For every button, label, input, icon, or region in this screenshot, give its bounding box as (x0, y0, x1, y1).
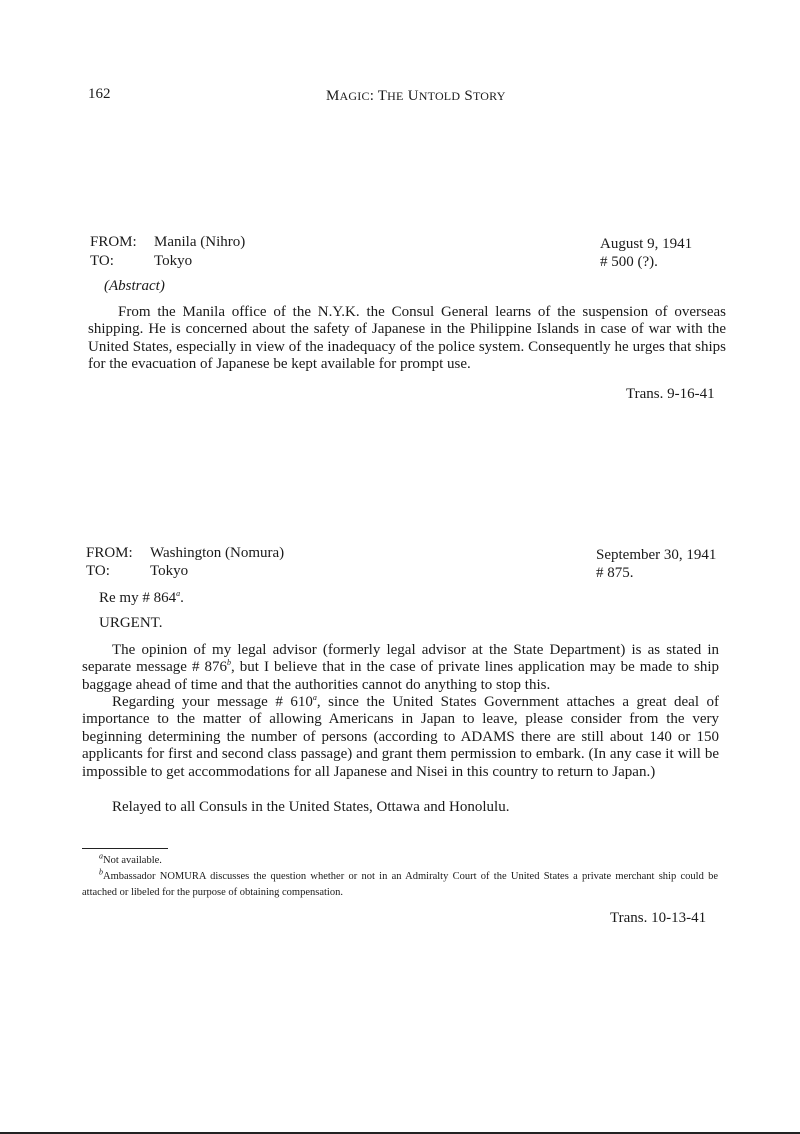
message2-paragraph-3: Relayed to all Consuls in the United States, Ottawa and Honolulu. (112, 799, 510, 815)
footnote-a: $^a$Not available. (99, 851, 162, 866)
message2-number: # 875. (596, 565, 634, 581)
footnote-rule (82, 848, 168, 849)
message2-from-label: FROM: (86, 545, 133, 561)
message2-to-value: Tokyo (150, 563, 189, 579)
message2-to-label: TO: (86, 563, 110, 579)
page-number: 162 (88, 86, 111, 102)
message1-abstract-label: (Abstract) (104, 278, 165, 294)
footnote-b: $^b$Ambassador NOMURA discusses the question whether or not in an Admiralty Court of the United States a private merchant ship could be attached or libeled for the purpose of obtaining compensation. (82, 867, 718, 898)
message2-paragraph-2: Regarding your message # 610$^a$, since the United States Government attaches a great deal of importance to the matter of allowing Americans in Japan to leave, please consider from the very beginning determining the number of persons (according to ADAMS there are still about 140 or 150 applicants for first and second class passage) and grant them permission to embark. (In any case it will be impossible to get accommodations for all Japanese and Nisei in this country to return to Japan.) (82, 693, 719, 780)
message2-trans: Trans. 10-13-41 (610, 910, 707, 926)
message2-paragraph-1: The opinion of my legal advisor (formerly legal advisor at the State Department) is as stated in separate message # 876$^b$, but I believe that in the case of private lines application may be made to ship baggage ahead of time and that the authorities cannot do anything to stop this. (82, 642, 719, 693)
message1-from-value: Manila (Nihro) (154, 234, 246, 250)
message1-number: # 500 (?). (600, 254, 658, 270)
message2-re: Re my # 864$^a$. (99, 589, 184, 606)
message2-date: September 30, 1941 (596, 547, 717, 563)
message2-from-value: Washington (Nomura) (150, 545, 285, 561)
message1-to-value: Tokyo (154, 253, 193, 269)
message1-trans: Trans. 9-16-41 (626, 386, 715, 402)
message1-date: August 9, 1941 (600, 236, 693, 252)
message1-from-label: FROM: (90, 234, 137, 250)
message1-to-label: TO: (90, 253, 114, 269)
message2-urgent: URGENT. (99, 615, 163, 631)
message1-body: From the Manila office of the N.Y.K. the Consul General learns of the suspension of overseas shipping. He is concerned about the safety of Japanese in the Philippine Islands in case of war with the United States, especially in view of the inadequacy of the police system. Consequently he urges that ships for the evacuation of Japanese be kept available for prompt use. (88, 304, 726, 373)
running-head: MAGIC: THE UNTOLD STORY (326, 88, 506, 104)
